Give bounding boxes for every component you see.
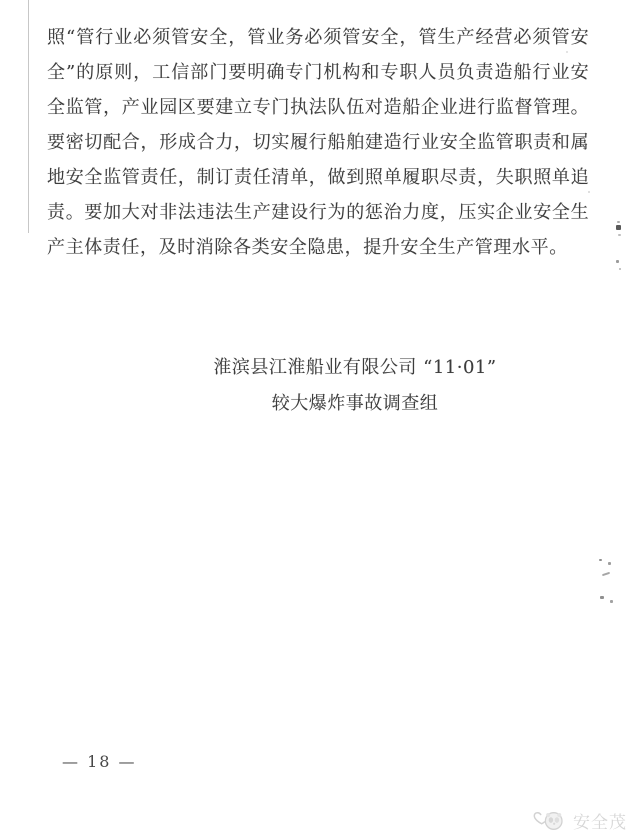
scan-speck [608, 562, 611, 565]
scan-speck [610, 600, 613, 603]
scan-speck [602, 572, 610, 576]
body-line: 责。要加大对非法违法生产建设行为的惩治力度，压实企业安全生 [47, 202, 589, 223]
scan-artifact-line [28, 0, 29, 233]
scan-speck [619, 268, 621, 270]
scan-speck [588, 191, 590, 193]
body-line: 地安全监管责任，制订责任清单，做到照单履职尽责，失职照单追 [47, 167, 589, 188]
scan-speck [600, 596, 604, 599]
body-paragraph [47, 20, 589, 265]
signature-group-line: 较大爆炸事故调查组 [271, 393, 439, 414]
body-line: 全”的原则，工信部门要明确专门机构和专职人员负责造船行业安 [47, 62, 589, 83]
scan-speck [616, 260, 619, 263]
body-line: 要密切配合，形成合力，切实履行船舶建造行业安全监管职责和属 [47, 132, 589, 153]
body-line: 照“管行业必须管安全，管业务必须管安全，管生产经营必须管安 [47, 27, 589, 48]
body-line: 产主体责任，及时消除各类安全隐患，提升安全生产管理水平。 [47, 237, 568, 258]
page-number: — 18 — [62, 752, 137, 771]
scan-speck [616, 225, 621, 230]
signature-company-line: 淮滨县江淮船业有限公司 “11·01” [213, 357, 497, 378]
scan-speck [599, 559, 602, 561]
scan-speck [617, 221, 620, 223]
signature-block [85, 350, 625, 422]
watermark-label: 安全茂 [573, 813, 627, 833]
watermark [531, 808, 627, 833]
body-line: 全监管，产业园区要建立专门执法队伍对造船企业进行监督管理。 [47, 97, 589, 118]
scan-speck [566, 51, 568, 53]
scan-speck [618, 234, 621, 236]
publisher-logo-icon [531, 809, 569, 833]
